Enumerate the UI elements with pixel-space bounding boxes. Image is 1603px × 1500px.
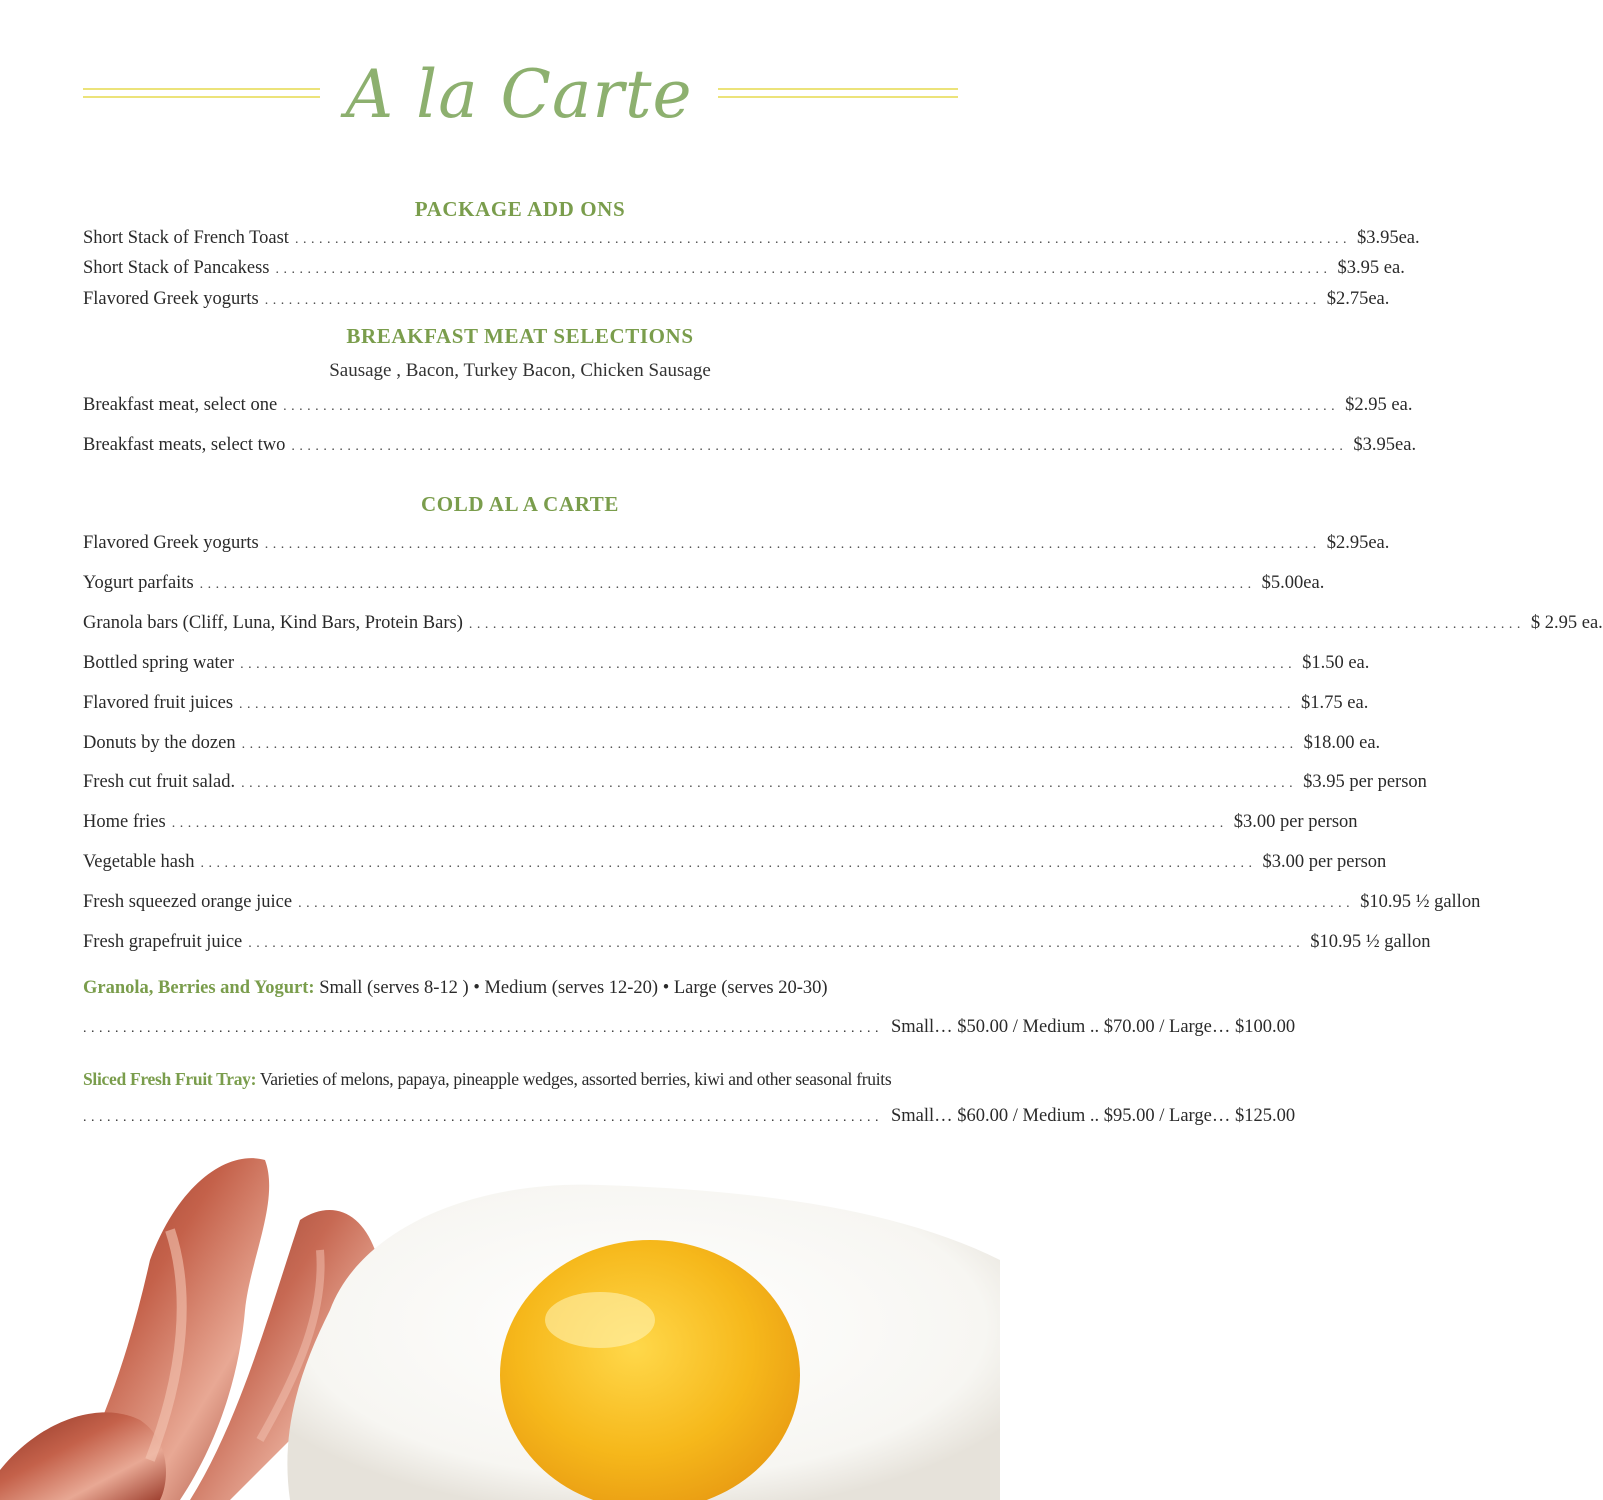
item-price: $2.95ea. bbox=[1326, 533, 1390, 553]
menu-item: Home fries .................................................................................................................................... $3.00 per person bbox=[83, 812, 1358, 832]
granola-sizes: Small (serves 8-12 ) • Medium (serves 12-20) • Large (serves 20-30) bbox=[314, 978, 828, 998]
menu-item: Breakfast meats, select two .................................................................................................................................... $3.95ea. bbox=[83, 435, 1417, 455]
item-price: $3.95ea. bbox=[1353, 435, 1417, 455]
menu-item: Vegetable hash .................................................................................................................................... $3.00 per person bbox=[83, 852, 1387, 872]
fruit-tray-label: Sliced Fresh Fruit Tray: bbox=[83, 1069, 257, 1089]
granola-label: Granola, Berries and Yogurt: bbox=[83, 978, 315, 998]
bacon-strip bbox=[0, 1412, 166, 1500]
menu-item: Donuts by the dozen .................................................................................................................................... $18.00 ea. bbox=[83, 733, 1381, 753]
section-heading-package: PACKAGE ADD ONS bbox=[414, 197, 626, 221]
section-heading-cold: COLD AL A CARTE bbox=[421, 492, 619, 516]
item-price: $10.95 ½ gallon bbox=[1360, 892, 1481, 912]
menu-item: Yogurt parfaits .................................................................................................................................... $5.00ea. bbox=[83, 573, 1325, 593]
menu-item: Flavored fruit juices .................................................................................................................................... $1.75 ea. bbox=[83, 693, 1369, 713]
menu-item: Fresh grapefruit juice .................................................................................................................................... $10.95 ½ gallon bbox=[83, 932, 1431, 952]
granola-tray bbox=[83, 978, 963, 999]
menu-item: Short Stack of Pancakess .................................................................................................................................... $3.95 ea. bbox=[83, 258, 1405, 278]
item-price: $3.00 per person bbox=[1233, 812, 1358, 832]
item-price: $3.95 ea. bbox=[1337, 258, 1405, 278]
title-rule-right bbox=[718, 88, 958, 98]
item-price: $5.00ea. bbox=[1261, 573, 1325, 593]
item-price: $1.50 ea. bbox=[1302, 653, 1370, 673]
menu-item: Flavored Greek yogurts .................................................................................................................................... $2.75ea. bbox=[83, 289, 1390, 309]
title-rule-left bbox=[83, 88, 320, 98]
item-price: $2.95 ea. bbox=[1345, 395, 1413, 415]
menu-item: Bottled spring water .................................................................................................................................... $1.50 ea. bbox=[83, 653, 1370, 673]
item-price: $2.75ea. bbox=[1326, 289, 1390, 309]
item-price: $1.75 ea. bbox=[1301, 693, 1369, 713]
item-price: $3.95 per person bbox=[1303, 772, 1427, 792]
fruit-tray-prices: Small… $60.00 / Medium .. $95.00 / Large… $125.00 bbox=[891, 1106, 1296, 1126]
item-price: $10.95 ½ gallon bbox=[1310, 932, 1431, 952]
menu-item: Short Stack of French Toast .................................................................................................................................... $3.95ea. bbox=[83, 228, 1420, 248]
bacon-egg-image bbox=[0, 1140, 1000, 1500]
section-heading-meat: BREAKFAST MEAT SELECTIONS bbox=[346, 324, 694, 348]
item-price: $3.95ea. bbox=[1356, 228, 1420, 248]
menu-item: Granola bars (Cliff, Luna, Kind Bars, Protein Bars) .................................................................................................................................... $ 2.95 ea. bbox=[83, 613, 1603, 633]
menu-item: Flavored Greek yogurts .................................................................................................................................... $2.95ea. bbox=[83, 533, 1390, 553]
fruit-tray-price-row: .................................................................................................... Small… $60.00 / Medium .. $95.00 / Large… $125.00 bbox=[83, 1106, 1296, 1126]
menu-item: Fresh cut fruit salad. .................................................................................................................................... $3.95 per person bbox=[83, 772, 1427, 792]
menu-header bbox=[0, 50, 1000, 150]
item-price: $3.00 per person bbox=[1262, 852, 1387, 872]
fruit-tray-desc: Varieties of melons, papaya, pineapple wedges, assorted berries, kiwi and other seasonal fruits bbox=[256, 1069, 892, 1089]
page-title: A la Carte bbox=[345, 56, 693, 133]
fruit-tray bbox=[83, 1069, 963, 1090]
egg-yolk bbox=[500, 1240, 800, 1500]
granola-price-row: .................................................................................................... Small… $50.00 / Medium .. $70.00 / Large… $100.00 bbox=[83, 1017, 1296, 1037]
granola-prices: Small… $50.00 / Medium .. $70.00 / Large… $100.00 bbox=[891, 1017, 1296, 1037]
menu-item: Fresh squeezed orange juice .................................................................................................................................... $10.95 ½ gallon bbox=[83, 892, 1481, 912]
item-price: $18.00 ea. bbox=[1303, 733, 1381, 753]
item-price: $ 2.95 ea. bbox=[1530, 613, 1603, 633]
menu-item: Breakfast meat, select one .................................................................................................................................... $2.95 ea. bbox=[83, 395, 1413, 415]
meat-options: Sausage , Bacon, Turkey Bacon, Chicken Sausage bbox=[329, 360, 711, 381]
